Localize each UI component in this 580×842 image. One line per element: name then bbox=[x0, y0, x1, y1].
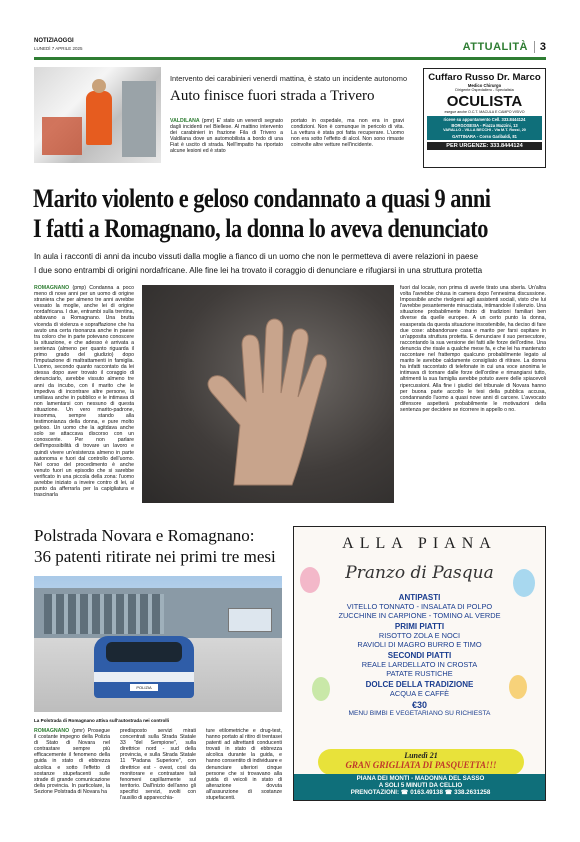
egg-decoration-icon bbox=[513, 569, 535, 597]
menu-note: MENU BIMBI E VEGETARIANO SU RICHIESTA bbox=[348, 710, 491, 717]
top-article-col2: portato in ospedale, ma non era in gravi condizioni. Non è comunque in pericolo di vita. La vettura è stata poi fatta recuperare. L'uomo non era sotto l'effetto di alcol. Non sono rimaste coinvolte altre vetture nell'incidente. bbox=[291, 118, 404, 149]
police-headline-1: Polstrada Novara e Romagnano: bbox=[34, 526, 255, 545]
ad-doctor-name: Cuffaro Russo Dr. Marco bbox=[428, 72, 541, 83]
header-rule bbox=[34, 57, 546, 60]
egg-decoration-icon bbox=[300, 567, 320, 593]
main-subhead-1: In aula i racconti di anni da incubo vissuti dalla moglie a fianco di un uomo che non le permetteva di avere relazioni in paese bbox=[34, 252, 479, 261]
ambulance-photo bbox=[34, 67, 161, 163]
oculist-ad: Cuffaro Russo Dr. Marco Medico Chirurgo Dirigente Ospedaliero - Specialista OCULISTA esegue anche O.C.T. MACULA E CAMPO VISIVO riceve su appuntamento Cell. 333.8444124 BORGOSESIA - Piazza Mazzini, 13 VARALLO - VILLA BECCHI - Via M.T. Rossi, 20 GATTINARA - Corso Garibaldi, 81 PER URGENZE: 333.8444124 bbox=[423, 68, 546, 168]
ad-contact-block: riceve su appuntamento Cell. 333.8444124 BORGOSESIA - Piazza Mazzini, 13 VARALLO - VILLA BECCHI - Via M.T. Rossi, 20 GATTINARA - Corso Garibaldi, 81 bbox=[427, 116, 542, 140]
main-subhead-2: I due sono entrambi di origini nordafricane. Alle fine lei ha trovato il coraggio di denunciare e rifugiarsi in una struttura protetta bbox=[34, 266, 483, 275]
egg-decoration-icon bbox=[509, 675, 527, 699]
promo-banner: Lunedì 21 GRAN GRIGLIATA DI PASQUETTA!!! bbox=[318, 749, 524, 775]
menu-section-antipasti: ANTIPASTI VITELLO TONNATO - INSALATA DI POLPO ZUCCHINE IN CARPIONE - TOMINO AL VERDE bbox=[338, 593, 501, 620]
menu-section-dolce: DOLCE DELLA TRADIZIONE ACQUA E CAFFÈ bbox=[365, 680, 474, 698]
police-headline-2: 36 patenti ritirate nei primi tre mesi bbox=[34, 547, 276, 566]
menu-footer: PIANA DEI MONTI - MADONNA DEL SASSO A SOLI 5 MINUTI DA CELLIO PRENOTAZIONI: ☎ 0163.49138 ☎ 338.2631258 bbox=[294, 774, 546, 800]
ad-specialty: OCULISTA bbox=[446, 93, 523, 110]
menu-price: €30 bbox=[411, 700, 428, 710]
phone-icon: ☎ bbox=[444, 789, 453, 796]
menu-section-secondi: SECONDI PIATTI REALE LARDELLATO IN CROSTA PATATE RUSTICHE bbox=[361, 651, 478, 678]
page-header bbox=[34, 38, 546, 62]
main-article-col3: fuori dal locale, non prima di averle tirato una sberla. Un'altra volta l'avrebbe chiusa in camera dopo l'ennesima discussione. Impossibile anche rivolgersi agli assistenti sociali, visto che lui l'avrebbe pesantemente minacciata, intimandole il silenzio. Una situazione probabilmente frutto di tradizioni familiari ben diverse da quelle europee. A un certo punto la donna, esasperata da questa situazione insostenibile, ha deciso di fare due cose: abbandonare casa e marito per farsi ospitare in un'apposita struttura protetta. E denunciare il suo persecutore, raccontando la sua versione dei fatti alle forze dell'ordine. Una denuncia che risale a qualche mese fa, e che lei ha mantenuto raccontare nel frattempo qualcuno probabilmente legato al marito le avrebbe caldamente consigliato di ritirare. La donna ha infatti raccontato di telefonate in cui una voce anonima le intimava di tornare dalle forze dell'ordine e rimangiarsi tutto, altrimenti la sua famiglia avrebbe potuto avere delle spiacevoli ripercussioni. Alla fine i giudici del tribunale di Novara hanno per buona parte accolto le tesi della pubblica accusa, condannando l'uomo a quasi nove anni di carcere. L'avvocato difensore aspetterà probabilmente le motivazioni della sentenza per decidere se ricorrere in appello o no. bbox=[400, 285, 546, 413]
issue-date: LUNEDÌ 7 APRILE 2025 bbox=[34, 46, 83, 51]
menu-section-primi: PRIMI PIATTI RISOTTO ZOLA E NOCI RAVIOLI DI MAGRO BURRO E TIMO bbox=[357, 622, 482, 649]
police-col1: ROMAGNANO (pmr) Prosegue il costante impegno della Polizia di Stato di Novara nel contrastare sempre più efficacemente il fenomeno della guida in stato di ebbrezza alcolica e sotto l'effetto di sostanze stupefacenti sulle strade di grande comunicazione della provincia. In particolare, la Sezione Polstrada di Novara ha bbox=[34, 728, 110, 795]
phone-number-2: 338.2631258 bbox=[454, 789, 491, 796]
egg-decoration-icon bbox=[312, 677, 330, 701]
section-label: ATTUALITÀ bbox=[462, 41, 528, 53]
page-number: 3 bbox=[534, 41, 546, 53]
ad-urgent-line: PER URGENZE: 333.8444124 bbox=[427, 142, 542, 150]
hand-icon bbox=[142, 285, 394, 503]
top-article-title: Auto finisce fuori strada a Trivero bbox=[170, 88, 375, 104]
police-photo-caption: La Polstrada di Romagnano attiva sull'autostrada nei controlli bbox=[34, 718, 170, 723]
car-plate: POLIZIA bbox=[130, 684, 158, 691]
main-headline-1: Marito violento e geloso condannato a quasi 9 anni bbox=[33, 184, 491, 213]
phone-icon: ☎ bbox=[400, 789, 409, 796]
main-article-col1: ROMAGNANO (pmp) Condanna a poco meno di nove anni per un uomo di origine straniera che per almeno tre anni avrebbe vessato la moglie, anche lei di origine nordafricana. I due, entrambi sulla trentina, abitavano a Romagnano. Una brutta vicenda di violenza e sopraffazione che ha avuto una certa risonanza anche in paese tra coloro che in parte potevano conoscere la situazione, e che adesso è arrivata a sentenza (almeno per quanto riguarda il primo grado del giudizio) dopo l'imputazione di maltrattamenti in famiglia. L'uomo, secondo quanto raccontato da lei stessa dopo aver trovato il coraggio di denunciarlo, avrebbe vissuto almeno tre anni da incubo, con il marito che le impediva di incontrare altre persone, la umiliava anche in pubblico e le intimava di non lamentarsi con nessuno di questa situazione. Un vero marito-padrone, insomma, sempre stando alla testimonianza della donna, e pure molto geloso. Un uomo che la agitdava anche solo se attaccava discorso con un conoscente. Per non parlare dell'impossibilità di trovare un lavoro e quindi vivere un'esistenza almeno in parte autonoma e fuori dal controllo dell'uomo. Nel corso del procedimento è anche venuto fuori un episodio che si sarebbe verificato in una piccola della zona: l'uomo avrebbe iniziato a inveire contro di lei, al punto da afferrarla per la capigliatura e trascinarla bbox=[34, 285, 134, 499]
police-col2: predisposto servizi mirati concentrati sulla Strada Statale 33 "del Sempione", sulla direttrice nord - sud della provincia, e sulla Strada Statale 11 "Padana Superiore", con direttrice est - ovest, così da monitorare e contrastare tali fenomeni capillarmente sul territorio. Dall'inizio dell'anno gli specifici servizi, svolti con l'ausilio di apparecchia- bbox=[120, 728, 196, 802]
phone-number-1: 0163.49138 bbox=[410, 789, 443, 796]
hand-stop-photo bbox=[142, 285, 394, 503]
place-tag: VALDILANA bbox=[170, 118, 200, 124]
menu-event-title: Pranzo di Pasqua bbox=[345, 563, 494, 583]
police-car-photo bbox=[34, 576, 282, 712]
police-col3: ture etilometriche e drug-test, hanno portato al ritiro di trentasei patenti ad altrettanti conducenti trovati in stato di ebbrezza alcolica durante la guida, e hanno consentito di individuare e denunciare ulteriori cinque persone che si trovavano alla guida di veicoli in stato di alterazione dovuta all'assunzione di sostanze stupefacenti. bbox=[206, 728, 282, 802]
easter-menu-ad bbox=[293, 526, 546, 801]
top-article-kicker: Intervento dei carabinieri venerdì mattina, è stato un incidente autonomo bbox=[170, 74, 408, 83]
place-tag: ROMAGNANO bbox=[34, 285, 70, 291]
main-headline-2: I fatti a Romagnano, la donna lo aveva denunciato bbox=[33, 214, 488, 243]
brand-name: NOTIZIAOGGI bbox=[34, 38, 74, 44]
menu-venue: ALLA PIANA bbox=[342, 535, 497, 552]
top-article-col1: VALDILANA (pmr) E' stato un venerdì segnato dagli incidenti nel Biellese. Al mattino intervento dei carabinieri in frazione Fila di Trivero a Valdilana dove un automobilista a bordo di una Fiat è uscito di strada. Nell'impatto ha riportato alcune lesioni ed è stato bbox=[170, 118, 283, 155]
place-tag: ROMAGNANO bbox=[34, 728, 70, 734]
